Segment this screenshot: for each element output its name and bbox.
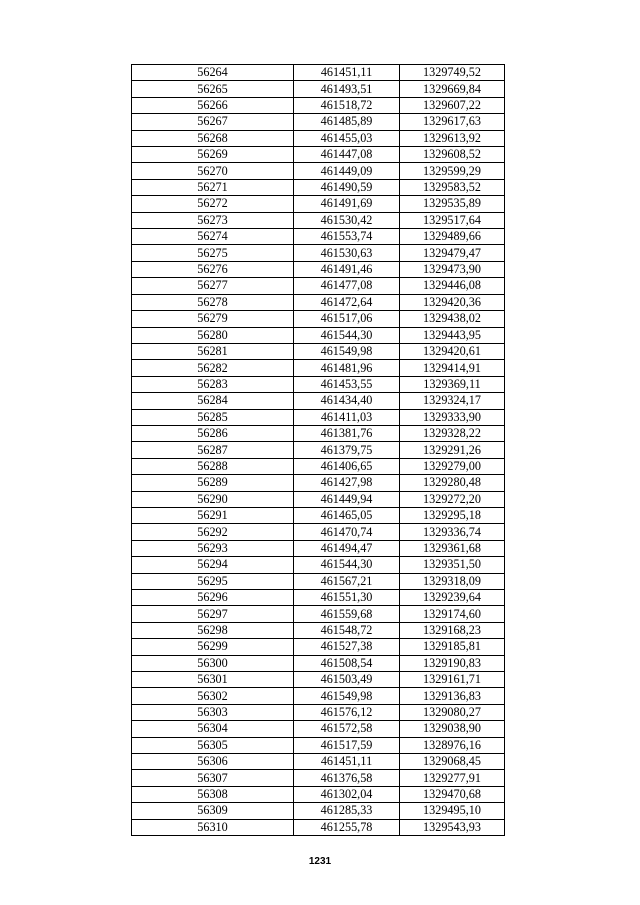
table-row (132, 770, 505, 786)
table-row (132, 327, 505, 343)
x-coordinate-cell: 461255,78 (294, 819, 400, 835)
table-row (132, 179, 505, 195)
y-coordinate-cell: 1329470,68 (400, 786, 505, 802)
x-coordinate-cell: 461485,89 (294, 114, 400, 130)
y-coordinate-cell: 1329599,29 (400, 163, 505, 179)
y-coordinate-cell: 1329190,83 (400, 655, 505, 671)
x-coordinate-cell: 461551,30 (294, 590, 400, 606)
table-row (132, 393, 505, 409)
point-number-cell: 56270 (132, 163, 294, 179)
table-row (132, 130, 505, 146)
point-number-cell: 56303 (132, 704, 294, 720)
table-row (132, 737, 505, 753)
x-coordinate-cell: 461453,55 (294, 376, 400, 392)
point-number-cell: 56301 (132, 672, 294, 688)
y-coordinate-cell: 1329473,90 (400, 261, 505, 277)
x-coordinate-cell: 461411,03 (294, 409, 400, 425)
y-coordinate-cell: 1329080,27 (400, 704, 505, 720)
x-coordinate-cell: 461472,64 (294, 294, 400, 310)
y-coordinate-cell: 1329239,64 (400, 590, 505, 606)
y-coordinate-cell: 1329324,17 (400, 393, 505, 409)
y-coordinate-cell: 1329318,09 (400, 573, 505, 589)
point-number-cell: 56277 (132, 278, 294, 294)
point-number-cell: 56292 (132, 524, 294, 540)
point-number-cell: 56310 (132, 819, 294, 835)
table-row (132, 721, 505, 737)
table-row (132, 245, 505, 261)
y-coordinate-cell: 1329613,92 (400, 130, 505, 146)
table-row (132, 524, 505, 540)
point-number-cell: 56283 (132, 376, 294, 392)
table-row (132, 754, 505, 770)
point-number-cell: 56288 (132, 458, 294, 474)
y-coordinate-cell: 1329351,50 (400, 557, 505, 573)
x-coordinate-cell: 461449,09 (294, 163, 400, 179)
x-coordinate-cell: 461376,58 (294, 770, 400, 786)
x-coordinate-cell: 461379,75 (294, 442, 400, 458)
point-number-cell: 56287 (132, 442, 294, 458)
y-coordinate-cell: 1329583,52 (400, 179, 505, 195)
table-row (132, 688, 505, 704)
table-row (132, 163, 505, 179)
table-row (132, 425, 505, 441)
x-coordinate-cell: 461434,40 (294, 393, 400, 409)
table-row (132, 442, 505, 458)
y-coordinate-cell: 1329038,90 (400, 721, 505, 737)
x-coordinate-cell: 461381,76 (294, 425, 400, 441)
table-row (132, 360, 505, 376)
point-number-cell: 56282 (132, 360, 294, 376)
point-number-cell: 56275 (132, 245, 294, 261)
y-coordinate-cell: 1329495,10 (400, 803, 505, 819)
y-coordinate-cell: 1329479,47 (400, 245, 505, 261)
point-number-cell: 56290 (132, 491, 294, 507)
point-number-cell: 56266 (132, 97, 294, 113)
y-coordinate-cell: 1329446,08 (400, 278, 505, 294)
table-row (132, 376, 505, 392)
table-row (132, 458, 505, 474)
x-coordinate-cell: 461530,63 (294, 245, 400, 261)
table-row (132, 261, 505, 277)
point-number-cell: 56269 (132, 147, 294, 163)
point-number-cell: 56295 (132, 573, 294, 589)
x-coordinate-cell: 461427,98 (294, 475, 400, 491)
point-number-cell: 56281 (132, 343, 294, 359)
y-coordinate-cell: 1329279,00 (400, 458, 505, 474)
y-coordinate-cell: 1329272,20 (400, 491, 505, 507)
x-coordinate-cell: 461493,51 (294, 81, 400, 97)
y-coordinate-cell: 1329617,63 (400, 114, 505, 130)
x-coordinate-cell: 461553,74 (294, 229, 400, 245)
y-coordinate-cell: 1329336,74 (400, 524, 505, 540)
x-coordinate-cell: 461567,21 (294, 573, 400, 589)
x-coordinate-cell: 461285,33 (294, 803, 400, 819)
y-coordinate-cell: 1329420,61 (400, 343, 505, 359)
y-coordinate-cell: 1329438,02 (400, 311, 505, 327)
x-coordinate-cell: 461449,94 (294, 491, 400, 507)
y-coordinate-cell: 1329161,71 (400, 672, 505, 688)
table-row (132, 278, 505, 294)
point-number-cell: 56308 (132, 786, 294, 802)
y-coordinate-cell: 1329607,22 (400, 97, 505, 113)
point-number-cell: 56291 (132, 507, 294, 523)
table-row (132, 81, 505, 97)
point-number-cell: 56278 (132, 294, 294, 310)
y-coordinate-cell: 1329333,90 (400, 409, 505, 425)
x-coordinate-cell: 461544,30 (294, 327, 400, 343)
x-coordinate-cell: 461572,58 (294, 721, 400, 737)
point-number-cell: 56304 (132, 721, 294, 737)
table-row (132, 229, 505, 245)
table-row (132, 475, 505, 491)
point-number-cell: 56307 (132, 770, 294, 786)
x-coordinate-cell: 461508,54 (294, 655, 400, 671)
table-row (132, 97, 505, 113)
table-row (132, 343, 505, 359)
y-coordinate-cell: 1329543,93 (400, 819, 505, 835)
x-coordinate-cell: 461406,65 (294, 458, 400, 474)
point-number-cell: 56276 (132, 261, 294, 277)
x-coordinate-cell: 461494,47 (294, 540, 400, 556)
table-row (132, 622, 505, 638)
table-row (132, 672, 505, 688)
table-row (132, 507, 505, 523)
point-number-cell: 56265 (132, 81, 294, 97)
point-number-cell: 56284 (132, 393, 294, 409)
point-number-cell: 56271 (132, 179, 294, 195)
x-coordinate-cell: 461530,42 (294, 212, 400, 228)
x-coordinate-cell: 461481,96 (294, 360, 400, 376)
x-coordinate-cell: 461549,98 (294, 688, 400, 704)
point-number-cell: 56285 (132, 409, 294, 425)
point-number-cell: 56272 (132, 196, 294, 212)
table-row (132, 819, 505, 835)
point-number-cell: 56286 (132, 425, 294, 441)
point-number-cell: 56296 (132, 590, 294, 606)
table-row (132, 294, 505, 310)
y-coordinate-cell: 1329328,22 (400, 425, 505, 441)
table-row (132, 540, 505, 556)
table-row (132, 65, 505, 81)
x-coordinate-cell: 461503,49 (294, 672, 400, 688)
table-row (132, 639, 505, 655)
x-coordinate-cell: 461490,59 (294, 179, 400, 195)
point-number-cell: 56302 (132, 688, 294, 704)
table-row (132, 196, 505, 212)
point-number-cell: 56268 (132, 130, 294, 146)
point-number-cell: 56298 (132, 622, 294, 638)
y-coordinate-cell: 1329608,52 (400, 147, 505, 163)
y-coordinate-cell: 1329280,48 (400, 475, 505, 491)
table-row (132, 409, 505, 425)
table-row (132, 803, 505, 819)
y-coordinate-cell: 1329295,18 (400, 507, 505, 523)
table-row (132, 557, 505, 573)
point-number-cell: 56300 (132, 655, 294, 671)
y-coordinate-cell: 1329369,11 (400, 376, 505, 392)
point-number-cell: 56273 (132, 212, 294, 228)
point-number-cell: 56280 (132, 327, 294, 343)
y-coordinate-cell: 1329291,26 (400, 442, 505, 458)
x-coordinate-cell: 461302,04 (294, 786, 400, 802)
x-coordinate-cell: 461455,03 (294, 130, 400, 146)
table-row (132, 212, 505, 228)
y-coordinate-cell: 1329489,66 (400, 229, 505, 245)
x-coordinate-cell: 461517,59 (294, 737, 400, 753)
y-coordinate-cell: 1329414,91 (400, 360, 505, 376)
coordinates-table-body (132, 65, 505, 836)
coordinates-table (131, 64, 505, 836)
y-coordinate-cell: 1329535,89 (400, 196, 505, 212)
table-row (132, 590, 505, 606)
y-coordinate-cell: 1329136,83 (400, 688, 505, 704)
x-coordinate-cell: 461491,46 (294, 261, 400, 277)
point-number-cell: 56297 (132, 606, 294, 622)
page-number: 1231 (308, 856, 332, 867)
point-number-cell: 56299 (132, 639, 294, 655)
x-coordinate-cell: 461447,08 (294, 147, 400, 163)
y-coordinate-cell: 1329174,60 (400, 606, 505, 622)
point-number-cell: 56294 (132, 557, 294, 573)
point-number-cell: 56306 (132, 754, 294, 770)
table-row (132, 606, 505, 622)
x-coordinate-cell: 461470,74 (294, 524, 400, 540)
x-coordinate-cell: 461527,38 (294, 639, 400, 655)
y-coordinate-cell: 1328976,16 (400, 737, 505, 753)
y-coordinate-cell: 1329443,95 (400, 327, 505, 343)
y-coordinate-cell: 1329749,52 (400, 65, 505, 81)
y-coordinate-cell: 1329517,64 (400, 212, 505, 228)
point-number-cell: 56267 (132, 114, 294, 130)
point-number-cell: 56279 (132, 311, 294, 327)
table-row (132, 114, 505, 130)
table-row (132, 786, 505, 802)
x-coordinate-cell: 461491,69 (294, 196, 400, 212)
y-coordinate-cell: 1329068,45 (400, 754, 505, 770)
point-number-cell: 56289 (132, 475, 294, 491)
x-coordinate-cell: 461559,68 (294, 606, 400, 622)
table-row (132, 147, 505, 163)
y-coordinate-cell: 1329168,23 (400, 622, 505, 638)
x-coordinate-cell: 461549,98 (294, 343, 400, 359)
x-coordinate-cell: 461518,72 (294, 97, 400, 113)
table-row (132, 655, 505, 671)
y-coordinate-cell: 1329361,68 (400, 540, 505, 556)
point-number-cell: 56264 (132, 65, 294, 81)
x-coordinate-cell: 461477,08 (294, 278, 400, 294)
x-coordinate-cell: 461544,30 (294, 557, 400, 573)
table-row (132, 491, 505, 507)
table-row (132, 704, 505, 720)
y-coordinate-cell: 1329420,36 (400, 294, 505, 310)
point-number-cell: 56293 (132, 540, 294, 556)
y-coordinate-cell: 1329277,91 (400, 770, 505, 786)
x-coordinate-cell: 461576,12 (294, 704, 400, 720)
point-number-cell: 56305 (132, 737, 294, 753)
table-row (132, 573, 505, 589)
x-coordinate-cell: 461451,11 (294, 754, 400, 770)
x-coordinate-cell: 461451,11 (294, 65, 400, 81)
y-coordinate-cell: 1329185,81 (400, 639, 505, 655)
point-number-cell: 56274 (132, 229, 294, 245)
x-coordinate-cell: 461548,72 (294, 622, 400, 638)
table-row (132, 311, 505, 327)
x-coordinate-cell: 461465,05 (294, 507, 400, 523)
point-number-cell: 56309 (132, 803, 294, 819)
y-coordinate-cell: 1329669,84 (400, 81, 505, 97)
x-coordinate-cell: 461517,06 (294, 311, 400, 327)
